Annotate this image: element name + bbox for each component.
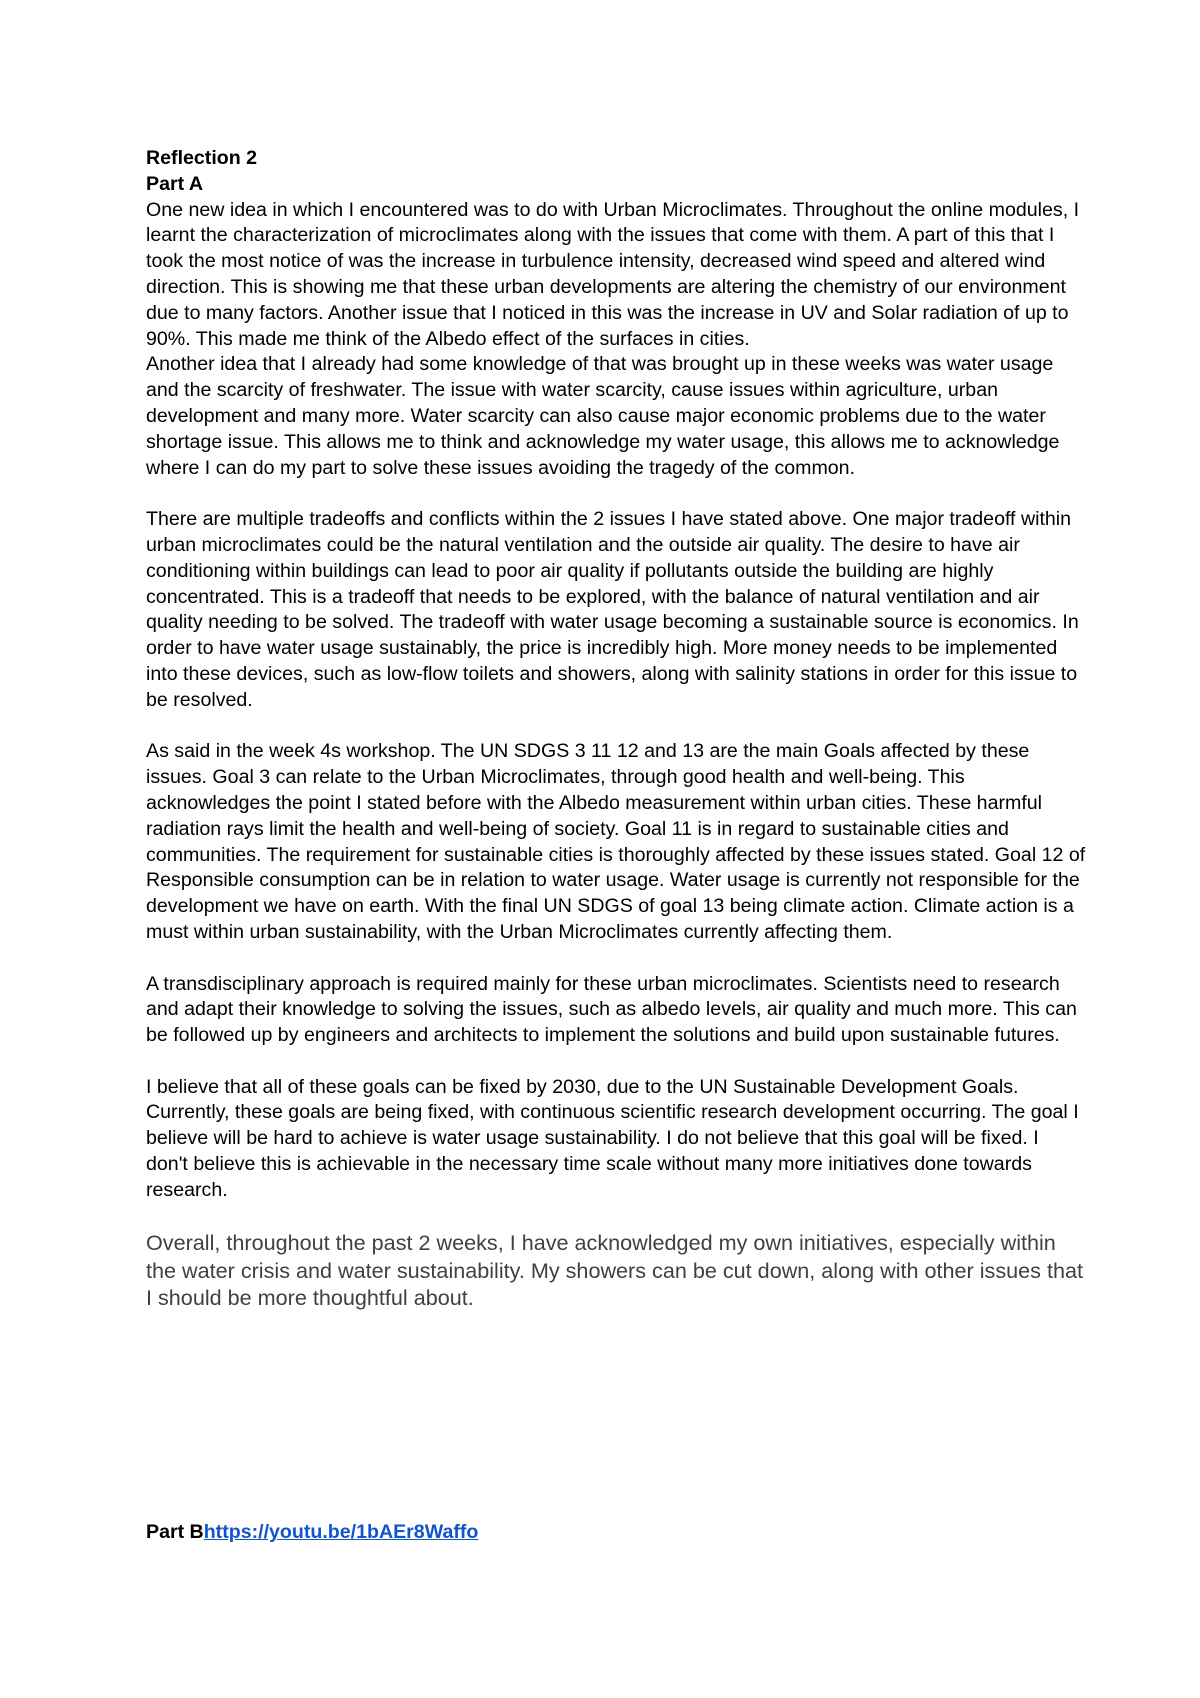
paragraph-transdisciplinary: A transdisciplinary approach is required mainly for these urban microclimates. Scientists need to research and adapt their knowledge to solving the issues, such as albedo levels, air quality and much more. This can be followed up by engineers and architects to implement the solutions and build upon sustainable futures. [146, 972, 1077, 1047]
paragraph-tradeoffs: There are multiple tradeoffs and conflicts within the 2 issues I have stated above. One major tradeoff within urban microclimates could be the natural ventilation and the outside air quality. The desire to have air conditioning within buildings can lead to poor air quality if pollutants outside the building are highly concentrated. This is a tradeoff that needs to be explored, with the balance of natural ventilation and air quality needing to be solved. The tradeoff with water usage becoming a sustainable source is economics. In order to have water usage sustainably, the price is incredibly high. More money needs to be implemented into these devices, such as low-flow toilets and showers, along with salinity stations in order for this issue to be resolved. [146, 508, 1079, 711]
part-b-heading: Part B [146, 1521, 204, 1543]
youtube-link[interactable]: https://youtu.be/1bAEr8Waffo [203, 1521, 479, 1543]
paragraph-urban-microclimates: One new idea in which I encountered was to do with Urban Microclimates. Throughout the online modules, I learnt the characterization of microclimates along with the issues that come with them. A part of this that I took the most notice of was the increase in turbulence intensity, decreased wind speed and altered wind direction. This is showing me that these urban developments are altering the chemistry of our environment due to many factors. Another issue that I noticed in this was the increase in UV and Solar radiation of up to 90%. This made me think of the Albedo effect of the surfaces in cities. [146, 198, 1080, 350]
paragraph-gap [146, 946, 1086, 972]
paragraph-overall: Overall, throughout the past 2 weeks, I have acknowledged my own initiatives, especially within the water crisis and water sustainability. My showers can be cut down, along with other issues that I should be more thoughtful about. [146, 1230, 1083, 1310]
paragraph-gap [146, 481, 1086, 507]
document-body [146, 146, 1086, 1311]
paragraph-gap [146, 1204, 1086, 1230]
paragraph-gap [146, 1049, 1086, 1075]
paragraph-water-scarcity: Another idea that I already had some knowledge of that was brought up in these weeks was water usage and the scarcity of freshwater. The issue with water scarcity, cause issues within agriculture, urban development and many more. Water scarcity can also cause major economic problems due to the water shortage issue. This allows me to think and acknowledge my water usage, this allows me to acknowledge where I can do my part to solve these issues avoiding the tragedy of the common. [146, 353, 1060, 479]
document-title: Reflection 2 [146, 147, 258, 169]
part-a-heading: Part A [146, 172, 203, 195]
paragraph-2030-goals: I believe that all of these goals can be fixed by 2030, due to the UN Sustainable Development Goals. Currently, these goals are being fixed, with continuous scientific research development occurring. The goal I believe will be hard to achieve is water usage sustainability. I do not believe that this goal will be fixed. I don't believe this is achievable in the necessary time scale without many more initiatives done towards research. [146, 1075, 1079, 1201]
paragraph-sdgs: As said in the week 4s workshop. The UN SDGS 3 11 12 and 13 are the main Goals affected by these issues. Goal 3 can relate to the Urban Microclimates, through good health and well-being. This acknowledges the point I stated before with the Albedo measurement within urban cities. These harmful radiation rays limit the health and well-being of society. Goal 11 is in regard to sustainable cities and communities. The requirement for sustainable cities is thoroughly affected by these issues stated. Goal 12 of Responsible consumption can be in relation to water usage. Water usage is currently not responsible for the development we have on earth. With the final UN SDGS of goal 13 being climate action. Climate action is a must within urban sustainability, with the Urban Microclimates currently affecting them. [146, 740, 1086, 943]
paragraph-gap [146, 714, 1086, 740]
part-b-line [146, 1520, 478, 1546]
